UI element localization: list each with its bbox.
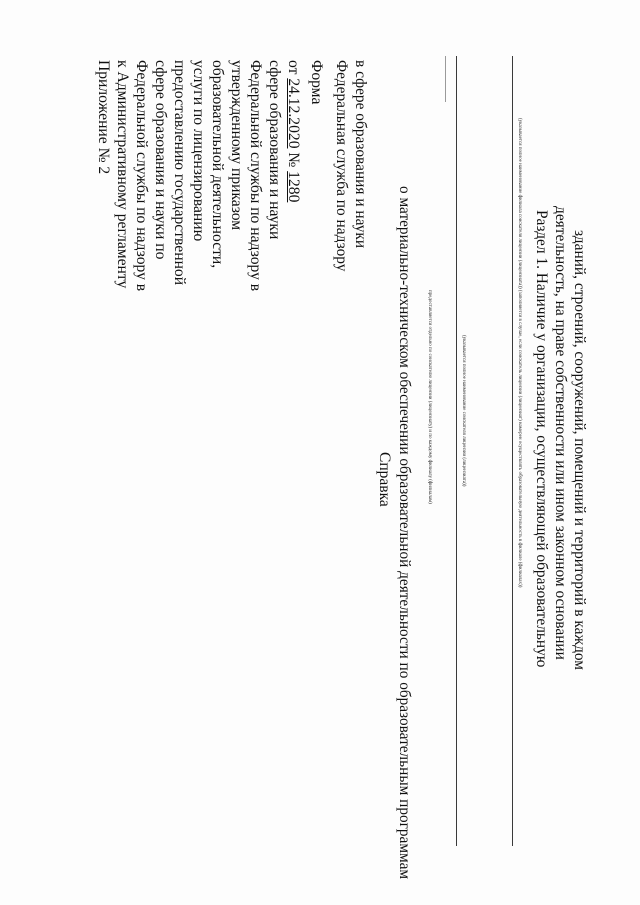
service-name-line1: Федеральная служба по надзору: [333, 60, 350, 272]
document-subtitle: о материально-техническом обеспечении образовательной деятельности по образовательным программам: [396, 186, 413, 880]
annex-heading: Приложение № 2: [95, 60, 112, 175]
order-date: 24.12.2020: [285, 78, 302, 149]
subtitle-caption: предоставляется отдельно по соискателю лицензии (лицензиату) и по каждому филиалу (филиалам): [427, 290, 432, 504]
annex-line: предоставлению государственной: [171, 60, 188, 286]
annex-line: сфере образования и науки: [266, 60, 283, 240]
licensee-name-line-main: [456, 56, 457, 846]
annex-line: к Административному регламенту: [114, 60, 131, 289]
document-title: Справка: [376, 452, 393, 507]
service-name-line2: в сфере образования и науки: [352, 60, 369, 249]
licensee-name-line: [445, 56, 446, 102]
order-number: 1280: [285, 171, 302, 203]
order-reference: [285, 60, 301, 202]
annex-line: Федеральной службы по надзору в: [247, 60, 264, 292]
section1-heading: Раздел 1. Наличие у организации, осуществляющей образовательную: [533, 210, 550, 668]
section1-line2: деятельность, на праве собственности или ином законном основании: [552, 206, 569, 660]
annex-line: образовательной деятельности,: [209, 60, 226, 269]
branch-name-line: [512, 56, 513, 846]
annex-line: услуги по лицензированию: [190, 60, 207, 242]
annex-line: Федеральной службы по надзору в: [133, 60, 150, 292]
order-number-sign: №: [285, 148, 302, 172]
order-prefix: от: [285, 60, 302, 79]
section1-line3: зданий, строений, сооружений, помещений и территорий в каждом: [571, 230, 588, 671]
form-label: Форма: [308, 60, 325, 105]
annex-line: сфере образования и науки по: [152, 60, 169, 260]
branch-name-caption: (указывается полное наименование филиала соискателя лицензии (лицензиата)) (заполняется в случае, если соискатель лицензии (лицензиат) намерен осуществлять образовательную деятельность в филиале (филиалах)): [517, 118, 522, 588]
licensee-name-caption: (указывается полное наименование соискателя лицензии (лицензиата)): [461, 335, 466, 487]
annex-line: утвержденному приказом: [228, 60, 245, 231]
